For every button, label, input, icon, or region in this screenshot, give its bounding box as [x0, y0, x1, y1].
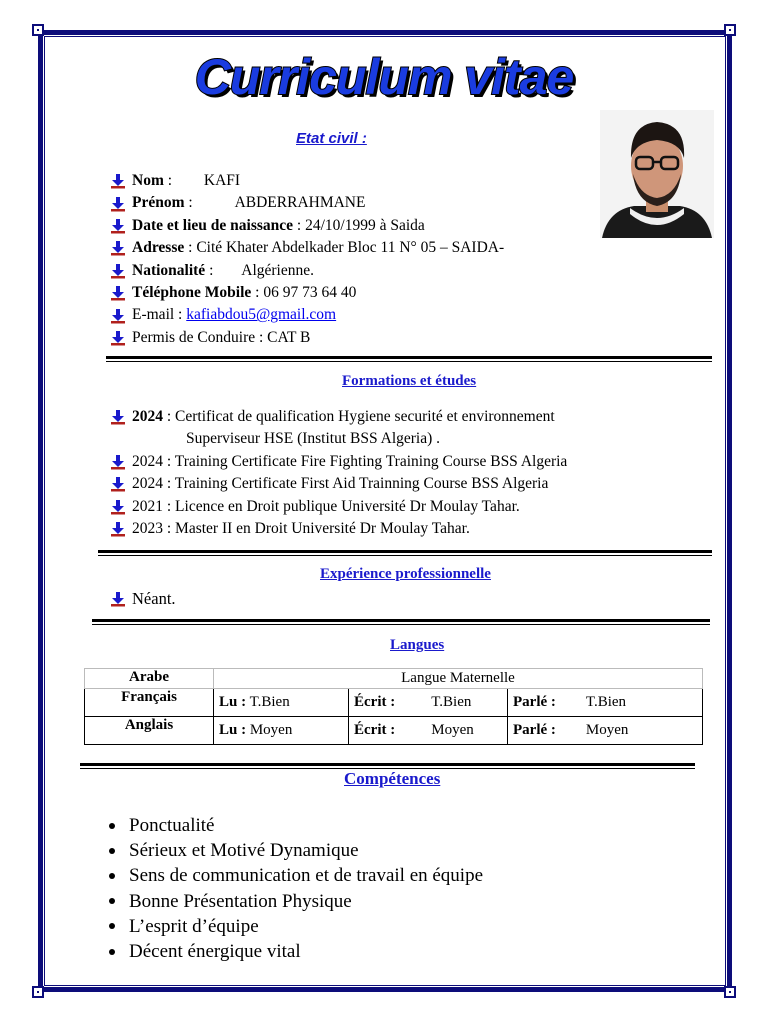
info-sep: : [184, 194, 197, 212]
info-row-nationalite [110, 260, 504, 282]
bullet-dot-icon [109, 898, 115, 904]
arrow-down-bullet-icon [110, 263, 126, 279]
info-label: Nom [132, 172, 164, 189]
formations-heading: Formations et études [342, 373, 477, 389]
email-label: E-mail : [132, 306, 187, 324]
section-divider [106, 356, 712, 359]
arrow-down-bullet-icon [110, 196, 126, 212]
bullet-dot-icon [109, 923, 115, 929]
bullet-dot-icon [109, 873, 115, 879]
languages-table [84, 668, 703, 745]
competence-item [106, 838, 483, 863]
competence-text: Sens de communication et de travail en équipe [129, 865, 484, 887]
info-sep: : [184, 239, 197, 257]
personal-info-list [110, 170, 504, 349]
arrow-down-bullet-icon [110, 591, 126, 607]
permis-text: Permis de Conduire : CAT B [132, 328, 311, 346]
experience-item [110, 589, 176, 609]
info-label: Prénom [132, 194, 185, 212]
cv-title: Curriculum vitae [194, 49, 574, 105]
competences-heading: Compétences [344, 769, 441, 788]
lu-label: Lu : [219, 722, 247, 738]
info-label: Nationalité [132, 261, 206, 279]
info-sep: : [251, 284, 264, 302]
language-ecrit [349, 689, 508, 717]
language-name: Anglais [85, 717, 214, 745]
arrow-down-bullet-icon [110, 308, 126, 324]
competence-text: L’esprit d’équipe [129, 915, 259, 937]
arrow-down-bullet-icon [110, 218, 126, 234]
corner-ornament [724, 24, 736, 36]
language-row-anglais [85, 717, 703, 745]
info-sep: : [163, 172, 176, 189]
ecrit-value: Moyen [431, 722, 474, 738]
info-row-email [110, 304, 504, 326]
parle-label: Parlé : [513, 694, 556, 710]
profile-photo [600, 110, 714, 238]
competence-item [106, 939, 483, 964]
bullet-dot-icon [109, 848, 115, 854]
info-value: ABDERRAHMANE [234, 194, 366, 212]
language-lu [214, 717, 349, 745]
language-level: Langue Maternelle [214, 669, 703, 689]
arrow-down-bullet-icon [110, 409, 126, 425]
info-value: KAFI [203, 172, 241, 189]
info-value: 06 97 73 64 40 [263, 284, 357, 302]
formation-text: 2024 : Training Certificate First Aid Trainning Course BSS Algeria [132, 475, 549, 493]
arrow-down-bullet-icon [110, 454, 126, 470]
info-label: Date et lieu de naissance [132, 216, 294, 234]
info-row-nom [110, 170, 504, 192]
experience-text: Néant. [132, 589, 176, 608]
info-sep: : [205, 261, 218, 279]
bullet-dot-icon [109, 823, 115, 829]
info-row-adresse [110, 237, 504, 259]
ecrit-value: T.Bien [431, 694, 472, 710]
section-divider [98, 550, 712, 553]
formation-text: Superviseur HSE (Institut BSS Algeria) . [186, 430, 441, 448]
info-row-telephone [110, 282, 504, 304]
language-name: Arabe [85, 669, 214, 689]
formation-item [110, 496, 567, 518]
parle-value: T.Bien [585, 694, 627, 710]
ecrit-label: Écrit : [354, 722, 396, 738]
parle-label: Parlé : [513, 722, 556, 738]
ecrit-label: Écrit : [354, 694, 396, 710]
formation-item-continued [110, 428, 567, 450]
arrow-down-bullet-icon [110, 240, 126, 256]
info-row-prenom [110, 192, 504, 214]
competence-item [106, 914, 483, 939]
language-row-francais [85, 689, 703, 717]
etat-civil-heading: Etat civil : [296, 130, 367, 147]
lu-value: Moyen [249, 722, 293, 738]
competence-text: Décent énergique vital [129, 941, 301, 963]
formation-item [110, 451, 567, 473]
info-value: Algérienne. [241, 261, 314, 279]
section-divider [92, 619, 710, 622]
arrow-down-bullet-icon [110, 521, 126, 537]
language-row-arabe [85, 669, 703, 689]
info-row-permis [110, 327, 504, 349]
info-label: Adresse [132, 239, 185, 257]
experience-heading: Expérience professionnelle [320, 566, 491, 582]
info-value: 24/10/1999 à Saida [305, 216, 425, 234]
langues-heading: Langues [390, 637, 445, 653]
formation-text: : Certificat de qualification Hygiene securité et environnement [163, 408, 555, 425]
bullet-dot-icon [109, 949, 115, 955]
formation-item [110, 518, 567, 540]
parle-value: Moyen [585, 722, 629, 738]
arrow-down-bullet-icon [110, 476, 126, 492]
competences-list [106, 813, 483, 964]
language-ecrit [349, 717, 508, 745]
arrow-down-bullet-icon [110, 173, 126, 189]
competence-text: Bonne Présentation Physique [129, 890, 352, 912]
formation-item [110, 406, 567, 428]
email-link[interactable]: kafiabdou5@gmail.com [186, 306, 337, 324]
arrow-down-bullet-icon [110, 499, 126, 515]
competence-item [106, 889, 483, 914]
competence-item [106, 863, 483, 888]
info-label: Téléphone Mobile [132, 284, 252, 302]
competence-text: Sérieux et Motivé Dynamique [129, 840, 359, 862]
info-value: Cité Khater Abdelkader Bloc 11 N° 05 – SAIDA- [196, 239, 505, 257]
language-parle [508, 717, 703, 745]
formations-list [110, 406, 567, 540]
arrow-down-bullet-icon [110, 330, 126, 346]
formation-item [110, 473, 567, 495]
info-row-naissance [110, 215, 504, 237]
arrow-down-bullet-icon [110, 285, 126, 301]
lu-value: T.Bien [249, 694, 290, 710]
formation-text: 2024 : Training Certificate Fire Fighting Training Course BSS Algeria [132, 452, 568, 470]
language-parle [508, 689, 703, 717]
language-name: Français [85, 689, 214, 717]
lu-label: Lu : [219, 694, 247, 710]
corner-ornament [724, 986, 736, 998]
language-lu [214, 689, 349, 717]
competence-text: Ponctualité [129, 815, 215, 836]
formation-text: 2021 : Licence en Droit publique Université Dr Moulay Tahar. [132, 497, 520, 515]
corner-ornament [32, 24, 44, 36]
formation-text: 2023 : Master II en Droit Université Dr Moulay Tahar. [132, 520, 470, 538]
info-sep: : [293, 216, 306, 234]
formation-year: 2024 [132, 408, 163, 425]
section-divider [80, 763, 695, 766]
corner-ornament [32, 986, 44, 998]
competence-item [106, 813, 483, 838]
